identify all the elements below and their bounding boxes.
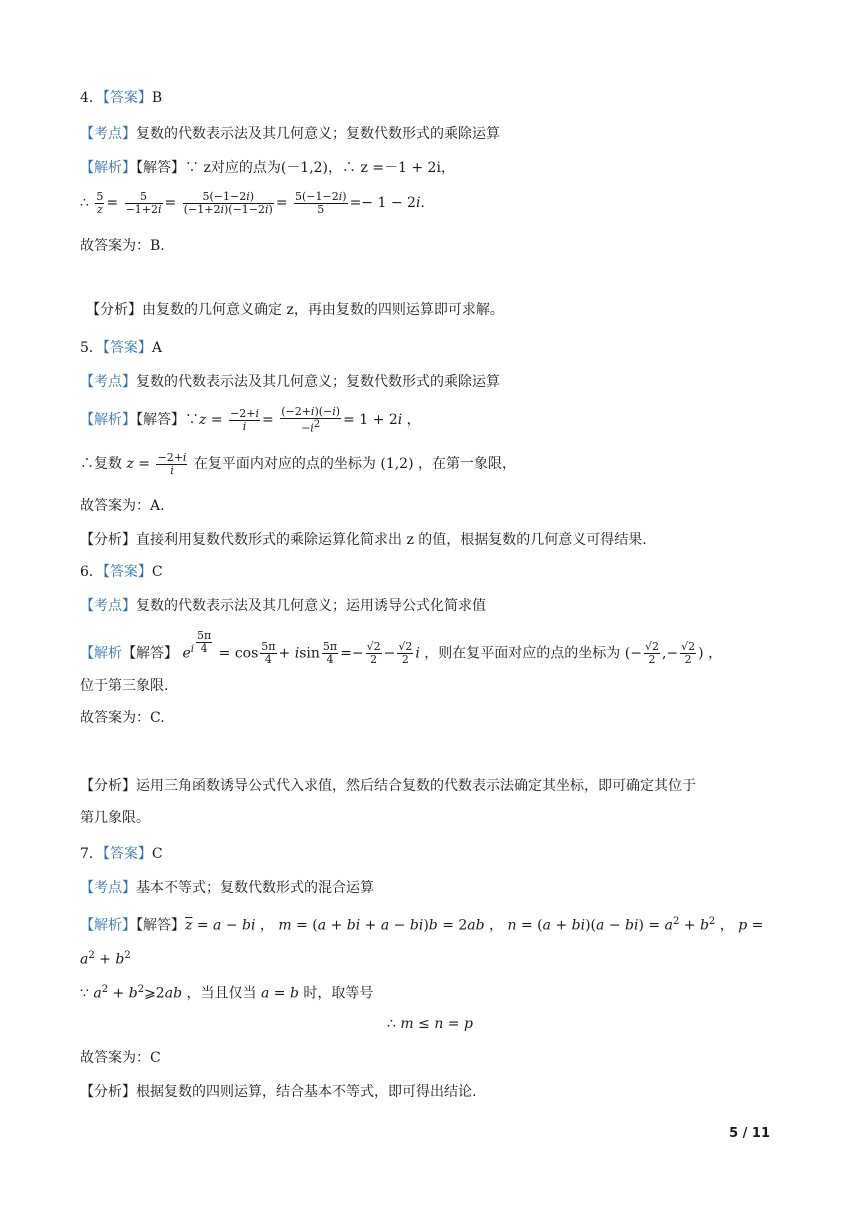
q7-kaodian xyxy=(80,878,374,898)
q6-final: 故答案为：C. xyxy=(80,710,165,726)
jiexi-tag: 【解析】 xyxy=(80,917,136,934)
q6-kaodian xyxy=(80,596,486,616)
q4-header xyxy=(80,88,162,108)
q6-line2: 位于第三象限. xyxy=(80,678,169,694)
q7-final: 故答案为：C xyxy=(80,1050,161,1066)
kaodian-tag: 【考点】 xyxy=(80,880,136,896)
kaodian-text: 复数的代数表示法及其几何意义；运用诱导公式化简求值 xyxy=(136,598,486,614)
fraction: $\frac{√2}{2}$ xyxy=(398,640,413,667)
fraction: $\frac{-2+i}{i}$ xyxy=(230,406,259,433)
fraction: $\frac{5}{z}$ xyxy=(96,189,104,216)
q6-fenxi-1: 【分析】运用三角函数诱导公式代入求值，然后结合复数的代数表示法确定其坐标，即可确定其位于 xyxy=(80,778,696,794)
question-number: 7． xyxy=(80,846,103,862)
text: ，当且仅当 xyxy=(186,985,257,1002)
jieda-tag: 【解答】 xyxy=(122,645,178,662)
jieda-tag: 【解答】 xyxy=(136,917,185,934)
jieda-tag: 【解答】 xyxy=(136,412,185,428)
question-number: 5． xyxy=(80,340,103,356)
jiexi-tag: 【解析 xyxy=(80,645,122,662)
kaodian-text: 基本不等式；复数代数形式的混合运算 xyxy=(136,880,374,896)
fraction: $\frac{5(-1-2i)}{(-1+2i)(-1-2i)}$ xyxy=(183,189,273,216)
kaodian-text: 复数的代数表示法及其几何意义；复数代数形式的乘除运算 xyxy=(136,374,500,390)
q4-formula: ∴ $\frac{5}{z}$ = $\frac{5}{-1+2i}$ = $\frac{5(-1-2i)}{(-1+2i)(-1-2i)}$ = $\frac{5(-1-2i)}{5}$ =− 1 − 2i. xyxy=(80,189,425,216)
q4-solution-line1 xyxy=(80,158,455,178)
q5-solution-line1: 【解析】【解答】∵z = $\frac{-2+i}{i}$ = $\frac{(-2+i)(-i)}{-i^2}$ = 1 + 2i ， xyxy=(80,404,421,435)
q7-solution-line3: ∵ $a^2$ + $b^2⩾2ab$ ，当且仅当 a = b 时，取等号 xyxy=(80,984,374,1002)
q7-fenxi: 【分析】根据复数的四则运算，结合基本不等式，即可得出结论. xyxy=(80,1084,477,1100)
kaodian-tag: 【考点】 xyxy=(80,126,136,142)
q6-solution-line1: 【解析【解答】 $e^{i \frac{5\pi}{4}}$ = cos $\frac{5\pi}{4}$ + isin $\frac{5\pi}{4}$ =− $\frac{√2}{2}$ − $\frac{√2}{2}$ i ，则在复平面对应的点的坐标为 (− $\frac{√2}{2}$ ,− $\frac{√2}{2}$ ) ， xyxy=(80,629,723,667)
answer-value: A xyxy=(151,340,163,356)
q5-fenxi: 【分析】直接利用复数代数形式的乘除运算化简求出 z 的值，根据复数的几何意义可得结果. xyxy=(80,532,647,548)
q7-header xyxy=(80,844,163,864)
q6-header xyxy=(80,562,163,582)
kaodian-tag: 【考点】 xyxy=(80,374,136,390)
q4-fenxi: 【分析】由复数的几何意义确定 z，再由复数的四则运算即可求解。 xyxy=(86,302,504,318)
fraction: $\frac{√2}{2}$ xyxy=(644,640,659,667)
solution-text: ∵ z对应的点为(－1,2)，∴ z =－1 + 2i， xyxy=(185,160,455,176)
q7-solution-line2: $a^2 + b^2$ xyxy=(80,950,131,968)
answer-value: C xyxy=(151,564,163,580)
fraction: $\frac{√2}{2}$ xyxy=(681,640,696,667)
text: ∴复数 xyxy=(80,456,122,472)
answer-tag: 【答案】 xyxy=(102,564,152,580)
q5-header xyxy=(80,338,162,358)
answer-value: B xyxy=(151,90,163,106)
answer-tag: 【答案】 xyxy=(102,846,152,862)
q6-fenxi-2: 第几象限。 xyxy=(80,810,150,826)
page-number: 5 / 11 xyxy=(729,1126,770,1141)
kaodian-text: 复数的代数表示法及其几何意义；复数代数形式的乘除运算 xyxy=(136,126,500,142)
answer-tag: 【答案】 xyxy=(102,340,152,356)
q4-kaodian xyxy=(80,124,500,144)
fraction: $\frac{√2}{2}$ xyxy=(366,640,381,667)
fraction: $\frac{(-2+i)(-i)}{-i^2}$ xyxy=(281,404,341,435)
fraction: $\frac{5\pi}{4}$ xyxy=(261,640,276,667)
question-number: 4． xyxy=(80,90,103,106)
question-number: 6． xyxy=(80,564,103,580)
q5-final: 故答案为：A. xyxy=(80,498,165,514)
fraction: $\frac{5(-1-2i)}{5}$ xyxy=(295,189,347,216)
jiexi-tag: 【解析】 xyxy=(80,412,136,428)
fraction: $\frac{5\pi}{4}$ xyxy=(322,640,338,667)
answer-value: C xyxy=(151,846,163,862)
text: 时，取等号 xyxy=(303,985,374,1002)
text: ，则在复平面对应的点的坐标为 xyxy=(424,645,621,662)
jiexi-tag: 【解析】 xyxy=(80,160,136,176)
q5-solution-line2: ∴复数 z = $\frac{-2+i}{i}$ 在复平面内对应的点的坐标为 (1,2) ，在第一象限， xyxy=(80,450,516,477)
answer-tag: 【答案】 xyxy=(102,90,152,106)
fraction: $\frac{5}{-1+2i}$ xyxy=(125,189,162,216)
q7-conclusion: ∴ m ≤ n = p xyxy=(387,1016,473,1032)
kaodian-tag: 【考点】 xyxy=(80,598,136,614)
jieda-tag: 【解答】 xyxy=(136,160,185,176)
text: 在复平面内对应的点的坐标为 (1,2) ，在第一象限， xyxy=(193,456,516,472)
q7-solution-line1: 【解析】【解答】$\overline{z} = a$ − bi ， m = (a + bi + a − bi)b = 2ab ， $n = (a + bi)(a - bi) = a^2 + b^2$ ， p = xyxy=(80,916,764,934)
q5-kaodian xyxy=(80,372,500,392)
fraction: $\frac{-2+i}{i}$ xyxy=(157,450,187,477)
q4-final: 故答案为：B. xyxy=(80,238,165,254)
